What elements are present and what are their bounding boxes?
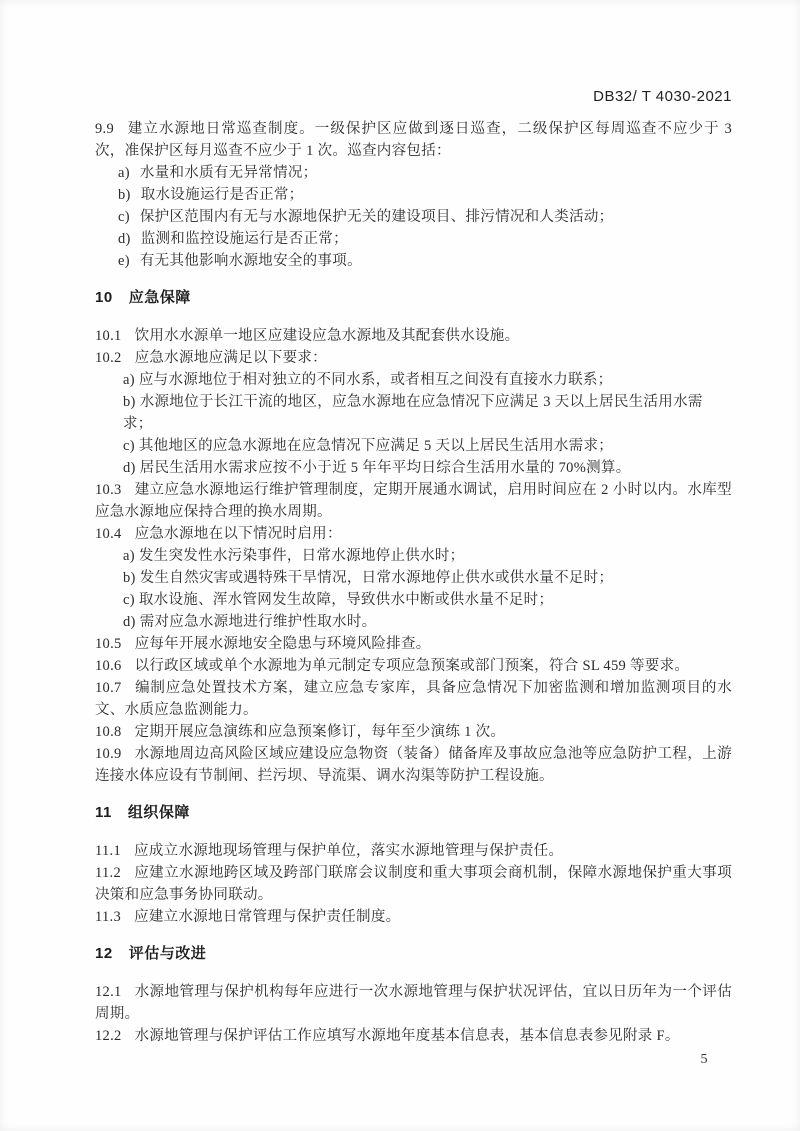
clause-10-9 xyxy=(95,743,732,787)
clause-10-8 xyxy=(95,721,732,743)
clause-number: 10.6 xyxy=(95,658,122,674)
list-item-label: a) xyxy=(123,548,135,564)
list-item xyxy=(123,567,732,589)
clause-10-6 xyxy=(95,655,732,677)
list-item xyxy=(123,457,732,479)
clause-number: 10.7 xyxy=(95,680,122,696)
list-item xyxy=(123,589,732,611)
clause-text: 应每年开展水源地安全隐患与环境风险排查。 xyxy=(134,636,431,652)
clause-9-9 xyxy=(95,118,732,162)
section-title: 应急保障 xyxy=(128,289,191,306)
clause-text: 应建立水源地日常管理与保护责任制度。 xyxy=(134,909,401,925)
clause-text: 应成立水源地现场管理与保护单位，落实水源地管理与保护责任。 xyxy=(134,843,564,859)
page-content xyxy=(95,88,732,1047)
list-item-text: 取水设施、浑水管网发生故障，导致供水中断或供水量不足时； xyxy=(138,592,554,608)
list-item xyxy=(118,184,732,206)
clause-12-2 xyxy=(95,1025,732,1047)
section-title: 评估与改进 xyxy=(128,945,207,962)
clause-9-9-list xyxy=(95,162,732,272)
clause-number: 10.8 xyxy=(95,724,122,740)
clause-11-1 xyxy=(95,840,732,862)
clause-text: 编制应急处置技术方案，建立应急专家库，具备应急情况下加密监测和增加监测项目的水文、水质应急监测能力。 xyxy=(95,680,732,718)
list-item-text: 水源地位于长江干流的地区，应急水源地在应急情况下应满足 3 天以上居民生活用水需求； xyxy=(123,394,703,432)
list-item xyxy=(118,228,732,250)
clause-number: 11.2 xyxy=(95,865,122,881)
clause-number: 10.9 xyxy=(95,746,122,762)
page-number: 5 xyxy=(700,1052,708,1067)
clause-text: 饮用水水源单一地区应建设应急水源地及其配套供水设施。 xyxy=(134,328,520,344)
clause-number: 12.2 xyxy=(95,1028,122,1044)
clause-10-4-list xyxy=(95,545,732,633)
clause-text: 建立应急水源地运行维护管理制度，定期开展通水调试，启用时间应在 2 小时以内。水库型应急水源地应保持合理的换水周期。 xyxy=(95,482,732,520)
clause-10-1 xyxy=(95,325,732,347)
list-item-label: d) xyxy=(123,460,136,476)
clause-10-4 xyxy=(95,523,732,545)
list-item-text: 有无其他影响水源地安全的事项。 xyxy=(139,253,362,269)
clause-text: 应建立水源地跨区域及跨部门联席会议制度和重大事项会商机制，保障水源地保护重大事项决策和应急事务协同联动。 xyxy=(95,865,732,903)
section-heading-12 xyxy=(95,943,732,965)
clause-10-7 xyxy=(95,677,732,721)
list-item xyxy=(123,391,732,435)
section-heading-10 xyxy=(95,287,732,309)
standard-code-header: DB32/ T 4030-2021 xyxy=(593,88,732,105)
clause-10-2 xyxy=(95,347,732,369)
clause-10-2-list xyxy=(95,369,732,479)
list-item xyxy=(118,206,732,228)
clause-text: 水源地管理与保护机构每年应进行一次水源地管理与保护状况评估，宜以日历年为一个评估周期。 xyxy=(95,984,732,1022)
clause-number: 10.3 xyxy=(95,482,122,498)
list-item-label: a) xyxy=(123,372,135,388)
clause-11-2 xyxy=(95,862,732,906)
list-item xyxy=(123,369,732,391)
list-item xyxy=(123,435,732,457)
list-item-label: d) xyxy=(118,231,131,247)
clause-text: 应急水源地在以下情况时启用： xyxy=(134,526,342,542)
list-item-label: b) xyxy=(123,570,136,586)
clause-number: 11.1 xyxy=(95,843,122,859)
section-heading-11 xyxy=(95,802,732,824)
clause-number: 9.9 xyxy=(95,121,115,137)
list-item xyxy=(123,545,732,567)
clause-12-1 xyxy=(95,981,732,1025)
section-number: 10 xyxy=(95,289,113,306)
section-title: 组织保障 xyxy=(127,804,190,821)
list-item-label: a) xyxy=(118,165,130,181)
list-item-text: 监测和监控设施运行是否正常； xyxy=(140,231,348,247)
list-item-text: 需对应急水源地进行维护性取水时。 xyxy=(139,614,377,630)
clause-number: 10.5 xyxy=(95,636,122,652)
list-item-label: b) xyxy=(118,187,131,203)
list-item-label: c) xyxy=(123,592,135,608)
list-item-label: c) xyxy=(123,438,135,454)
list-item-text: 其他地区的应急水源地在应急情况下应满足 5 天以上居民生活用水需求； xyxy=(138,438,614,454)
list-item xyxy=(118,250,732,272)
list-item-text: 水量和水质有无异常情况； xyxy=(139,165,318,181)
list-item xyxy=(118,162,732,184)
clause-number: 10.2 xyxy=(95,350,122,366)
clause-text: 定期开展应急演练和应急预案修订，每年至少演练 1 次。 xyxy=(134,724,506,740)
clause-10-3 xyxy=(95,479,732,523)
list-item-text: 发生突发性水污染事件，日常水源地停止供水时； xyxy=(138,548,465,564)
list-item-text: 保护区范围内有无与水源地保护无关的建设项目、排污情况和人类活动； xyxy=(139,209,614,225)
clause-number: 10.4 xyxy=(95,526,122,542)
list-item-text: 应与水源地位于相对独立的不同水系，或者相互之间没有直接水力联系； xyxy=(138,372,613,388)
section-number: 12 xyxy=(95,945,113,962)
list-item-text: 取水设施运行是否正常； xyxy=(140,187,304,203)
clause-text: 以行政区域或单个水源地为单元制定专项应急预案或部门预案，符合 SL 459 等要求。 xyxy=(134,658,690,674)
clause-text: 水源地周边高风险区域应建设应急物资（装备）储备库及事故应急池等应急防护工程，上游连接水体应设有节制闸、拦污坝、导流渠、调水沟渠等防护工程设施。 xyxy=(95,746,732,784)
section-number: 11 xyxy=(95,804,112,821)
list-item-text: 居民生活用水需求应按不小于近 5 年年平均日综合生活用水量的 70%测算。 xyxy=(139,460,631,476)
list-item-label: d) xyxy=(123,614,136,630)
list-item-text: 发生自然灾害或遇特殊干旱情况，日常水源地停止供水或供水量不足时； xyxy=(139,570,614,586)
clause-text: 水源地管理与保护评估工作应填写水源地年度基本信息表，基本信息表参见附录 F。 xyxy=(134,1028,680,1044)
clause-text: 建立水源地日常巡查制度。一级保护区应做到逐日巡查，二级保护区每周巡查不应少于 3 次，准保护区每月巡查不应少于 1 次。巡查内容包括： xyxy=(95,121,732,159)
list-item xyxy=(123,611,732,633)
clause-number: 12.1 xyxy=(95,984,122,1000)
list-item-label: b) xyxy=(123,394,136,410)
clause-10-5 xyxy=(95,633,732,655)
list-item-label: c) xyxy=(118,209,130,225)
clause-number: 11.3 xyxy=(95,909,122,925)
clause-text: 应急水源地应满足以下要求： xyxy=(134,350,327,366)
clause-11-3 xyxy=(95,906,732,928)
clause-number: 10.1 xyxy=(95,328,122,344)
list-item-label: e) xyxy=(118,253,130,269)
